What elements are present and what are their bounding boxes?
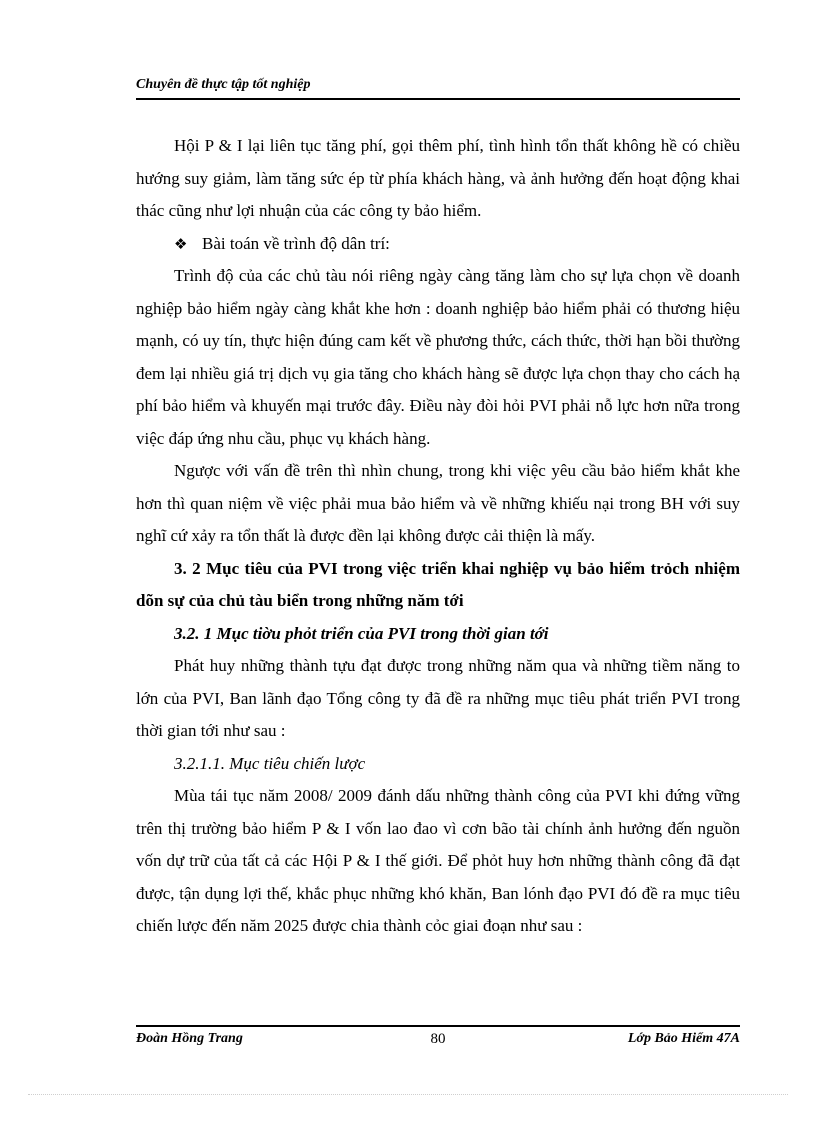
footer-class: Lớp Bảo Hiểm 47A [627, 1031, 740, 1046]
header-title: Chuyên đề thực tập tốt nghiệp [136, 77, 311, 92]
footer-author: Đoàn Hồng Trang [136, 1031, 243, 1046]
diamond-bullet-icon: ❖ [174, 234, 188, 253]
section-heading-3-2-1: 3.2. 1 Mục tiờu phỏt triển của PVI trong thời gian tới [174, 623, 549, 643]
page-edge-divider [28, 1094, 788, 1095]
page-header [136, 76, 740, 100]
section-heading-3-2-1-1: 3.2.1.1. Mục tiêu chiến lược [174, 753, 366, 773]
paragraph-4: Phát huy những thành tựu đạt được trong những năm qua và những tiềm năng to lớn của PVI, Ban lãnh đạo Tổng công ty đã đề ra những mục tiêu phát triển PVI trong thời gian tới như sau : [136, 656, 740, 740]
paragraph-1: Hội P & I lại liên tục tăng phí, gọi thêm phí, tình hình tổn thất không hề có chiều hướng suy giảm, làm tăng sức ép từ phía khách hàng, và ảnh hưởng đến hoạt động khai thác cũng như lợi nhuận của các công ty bảo hiểm. [136, 136, 740, 220]
paragraph-5: Mùa tái tục năm 2008/ 2009 đánh dấu những thành công của PVI khi đứng vững trên thị trường bảo hiểm P & I vốn lao đao vì cơn bão tài chính ảnh hưởng đến nguồn vốn dự trữ của tất cả các Hội P & I thế giới. Để phỏt huy hơn những thành công đã đạt được, tận dụng lợi thế, khắc phục những khó khăn, Ban lónh đạo PVI đó đề ra mục tiêu chiến lược đến năm 2025 được chia thành cỏc giai đoạn như sau : [136, 786, 740, 935]
bullet-text: Bài toán về trình độ dân trí: [202, 233, 390, 253]
paragraph-2: Trình độ của các chủ tàu nói riêng ngày càng tăng làm cho sự lựa chọn về doanh nghiệp bảo hiểm ngày càng khắt khe hơn : doanh nghiệp bảo hiểm phải có thương hiệu mạnh, có uy tín, thực hiện đúng cam kết về phương thức, cách thức, thời hạn bồi thường đem lại nhiều giá trị dịch vụ gia tăng cho khách hàng sẽ được lựa chọn thay cho cách hạ phí bảo hiểm và khuyến mại trước đây. Điều này đòi hỏi PVI phải nỗ lực hơn nữa trong việc đáp ứng nhu cầu, phục vụ khách hàng. [136, 266, 740, 448]
paragraph-3: Ngược với vấn đề trên thì nhìn chung, trong khi việc yêu cầu bảo hiểm khắt khe hơn thì quan niệm về việc phải mua bảo hiểm và về những khiếu nại trong BH với suy nghĩ cứ xảy ra tổn thất là được đền lại không được cải thiện là mấy. [136, 461, 740, 545]
document-body [136, 130, 740, 943]
page-footer [136, 1025, 740, 1055]
page-number: 80 [430, 1031, 446, 1047]
bullet-item [136, 228, 740, 261]
section-heading-3-2: 3. 2 Mục tiêu của PVI trong việc triển khai nghiệp vụ bảo hiểm trỏch nhiệm dõn sự của chủ tàu biển trong những năm tới [136, 558, 740, 610]
